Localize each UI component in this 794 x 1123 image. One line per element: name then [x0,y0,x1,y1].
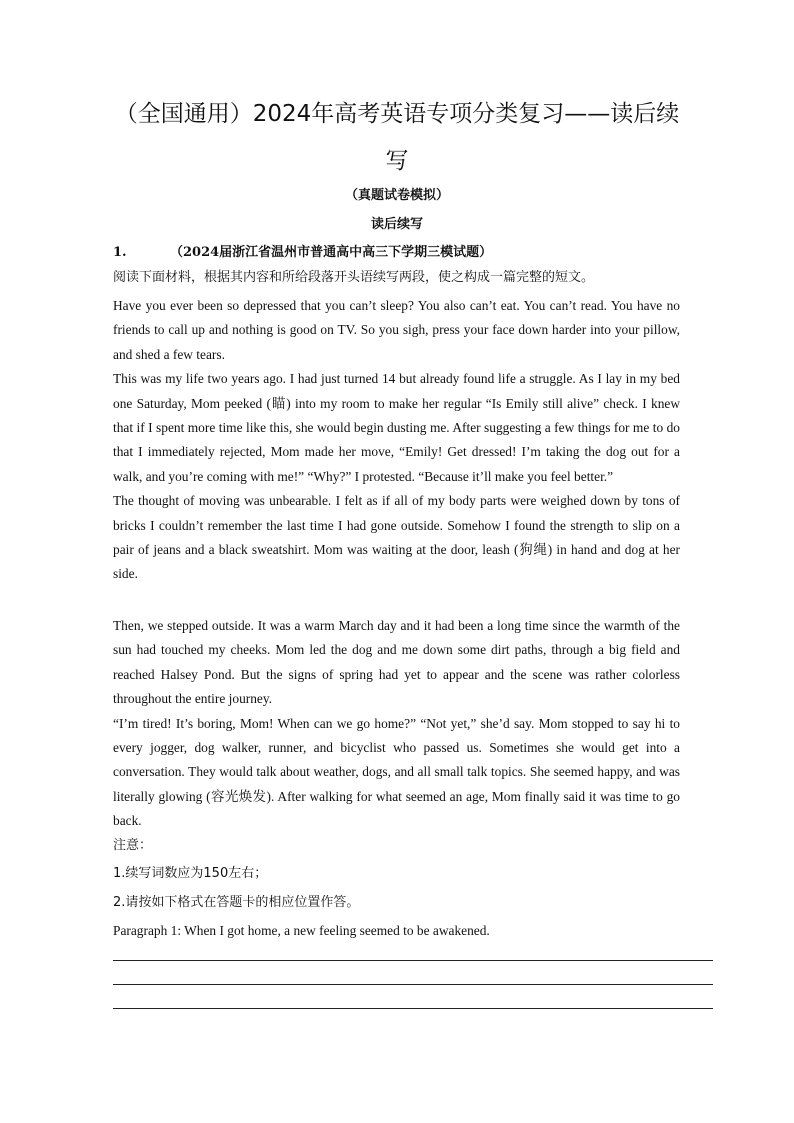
question-header [113,241,492,260]
passage-paragraph: The thought of moving was unbearable. I felt as if all of my body parts were weighed down by tons of bricks I couldn’t remember the last time I had gone outside. Somehow I found the strength to slip on a pair of jeans and a black sweatshirt. Mom was waiting at the door, leash (狗绳) in hand and dog at her side. [113,493,680,582]
answer-line[interactable] [113,960,713,961]
passage-paragraph: This was my life two years ago. I had just turned 14 but already found life a struggle. As I lay in my bed one Saturday, Mom peeked (瞄) into my room to make her regular “Is Emily still alive” check. I knew that if I spent more time like this, she would begin dusting me. After suggesting a few things for me to do that I immediately rejected, Mom made her move, “Emily! Get dressed! I’m taking the dog out for a walk, and you’re coming with me!” “Why?” I protested. “Because it’ll make you feel better.” [113,371,680,484]
page-title-continuation: 写 [385,148,409,174]
instruction-text: 阅读下面材料，根据其内容和所给段落开头语续写两段，使之构成一篇完整的短文。 [113,270,595,285]
question-number: 1. [113,245,127,260]
passage-paragraph: Have you ever been so depressed that you can’t sleep? You also can’t eat. You can’t read. You have no friends to call up and nothing is good on TV. So you sigh, press your face down harder into your pillow, and shed a few tears. [113,298,680,362]
instruction [113,266,680,290]
answer-line[interactable] [113,1008,713,1009]
subtitle-task-type: 读后续写 [370,217,423,232]
reading-passage-continued [113,614,680,834]
notes-item: 1.续写词数应为150左右； [113,866,268,882]
page-title: （全国通用）2024年高考英语专项分类复习——读后续 [114,101,680,127]
paragraph1-prompt: Paragraph 1: When I got home, a new feeling seemed to be awakened. [113,923,490,939]
reading-passage [113,294,680,587]
passage-paragraph: Then, we stepped outside. It was a warm March day and it had been a long time since the warmth of the sun had touched my cheeks. Mom led the dog and me down some dirt paths, through a big field and reached Halsey Pond. But the signs of spring had yet to appear and the scene was rather colorless throughout the entire journey. [113,618,680,707]
subtitle-exam-type: （真题试卷模拟） [344,188,449,203]
passage-paragraph: “I’m tired! It’s boring, Mom! When can we go home?” “Not yet,” she’d say. Mom stopped to say hi to every jogger, dog walker, runner, and bicyclist who passed us. Sometimes she would get into a conversation. They would talk about weather, dogs, and all small talk topics. She seemed happy, and was literally glowing (容光焕发). After walking for what seemed an age, Mom finally said it was time to go back. [113,715,680,829]
answer-line[interactable] [113,984,713,985]
notes-item: 2.请按如下格式在答题卡的相应位置作答。 [113,894,360,910]
question-source: （2024届浙江省温州市普通高中高三下学期三模试题） [170,245,493,260]
notes-section [113,834,680,944]
notes-heading: 注意： [113,838,153,853]
